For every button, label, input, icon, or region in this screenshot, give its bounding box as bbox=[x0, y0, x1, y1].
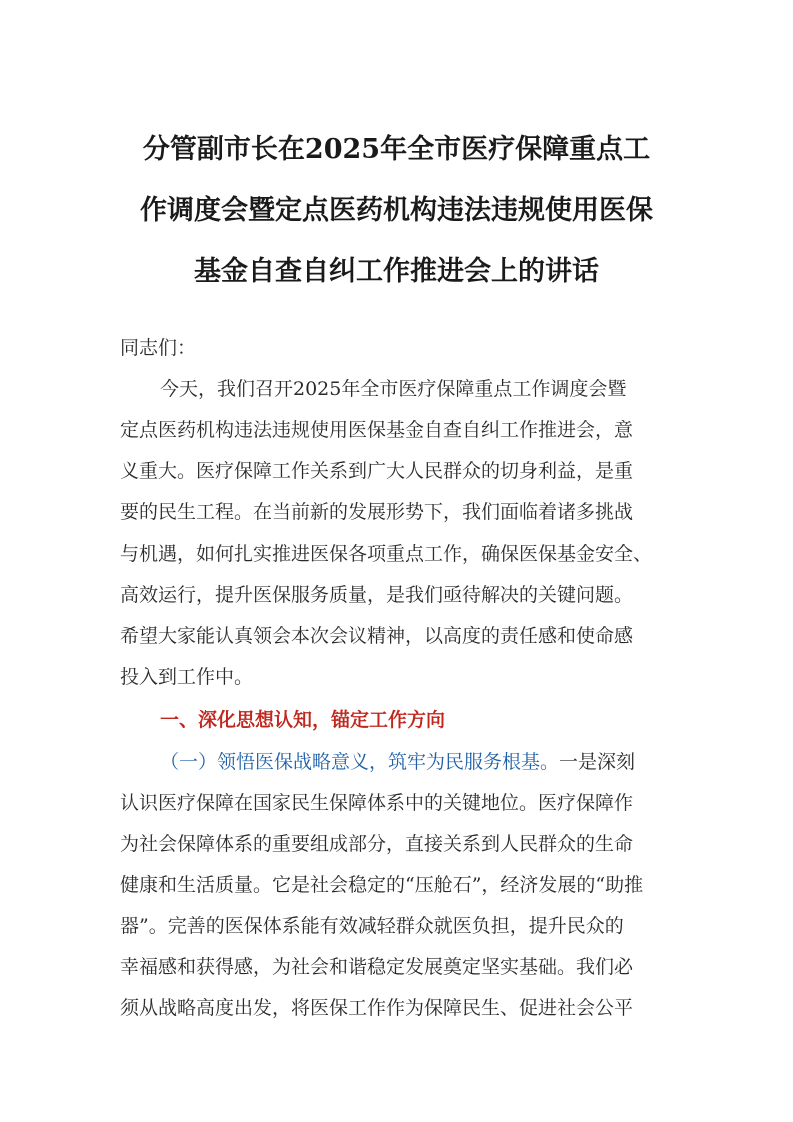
subsection-line-1: 认识医疗保障在国家民生保障体系中的关键地位。医疗保障作 bbox=[120, 792, 634, 814]
title-line-2: 作调度会暨定点医药机构违法违规使用医保 bbox=[140, 195, 653, 226]
subsection-heading-1: （一）领悟医保战略意义，筑牢为民服务根基。 bbox=[160, 751, 560, 773]
section-heading-1: 一、深化思想认知，锚定工作方向 bbox=[160, 709, 446, 731]
intro-line-3: 义重大。医疗保障工作关系到广大人民群众的切身利益，是重 bbox=[120, 460, 634, 482]
intro-line-6: 高效运行，提升医保服务质量，是我们亟待解决的关键问题。 bbox=[120, 584, 634, 606]
subsection-line-5: 幸福感和获得感，为社会和谐稳定发展奠定坚实基础。我们必 bbox=[120, 956, 634, 978]
subsection-line-2: 为社会保障体系的重要组成部分，直接关系到人民群众的生命 bbox=[120, 833, 634, 855]
title-line-3: 基金自查自纠工作推进会上的讲话 bbox=[194, 256, 599, 287]
title-line-1: 分管副市长在2025年全市医疗保障重点工 bbox=[142, 134, 651, 165]
subsection-first-tail: 一是深刻 bbox=[559, 751, 636, 773]
intro-line-5: 与机遇，如何扎实推进医保各项重点工作，确保医保基金安全、 bbox=[120, 543, 653, 565]
subsection-first-line bbox=[160, 748, 635, 776]
intro-line-7: 希望大家能认真领会本次会议精神，以高度的责任感和使命感 bbox=[120, 625, 634, 647]
intro-line-1: 今天，我们召开2025年全市医疗保障重点工作调度会暨 bbox=[160, 378, 627, 400]
intro-line-8: 投入到工作中。 bbox=[120, 666, 254, 688]
subsection-line-4: 器”。完善的医保体系能有效减轻群众就医负担，提升民众的 bbox=[120, 915, 624, 937]
salutation: 同志们： bbox=[120, 337, 197, 359]
subsection-line-6: 须从战略高度出发，将医保工作作为保障民生、促进社会公平 bbox=[120, 997, 634, 1019]
intro-line-4: 要的民生工程。在当前新的发展形势下，我们面临着诸多挑战 bbox=[120, 501, 634, 523]
subsection-line-3: 健康和生活质量。它是社会稳定的“压舱石”，经济发展的“助推 bbox=[120, 874, 644, 896]
intro-line-2: 定点医药机构违法违规使用医保基金自查自纠工作推进会，意 bbox=[120, 419, 634, 441]
